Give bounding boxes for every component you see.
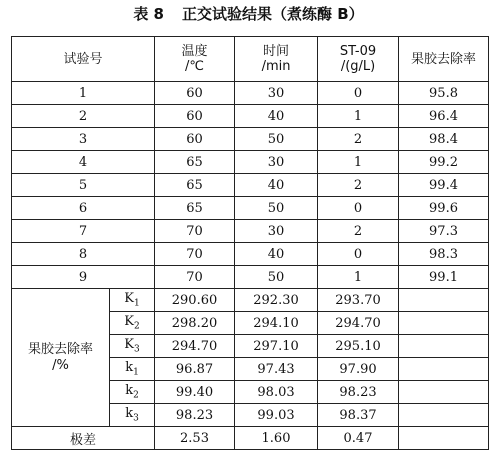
trial-removal-rate: 95.8: [399, 82, 489, 105]
analysis-st09: 293.70: [318, 289, 399, 312]
analysis-st09: 98.37: [318, 404, 399, 427]
trial-removal-rate: 99.2: [399, 151, 489, 174]
analysis-temperature: 99.40: [155, 381, 235, 404]
trial-time: 50: [235, 128, 318, 151]
header-removal-rate: 果胶去除率: [399, 37, 489, 82]
analysis-empty-cell: [399, 358, 489, 381]
trial-time: 30: [235, 151, 318, 174]
analysis-time: 292.30: [235, 289, 318, 312]
range-row: [12, 427, 489, 450]
analysis-symbol-letter: k: [125, 383, 134, 399]
analysis-symbol-index: 1: [134, 298, 140, 309]
trial-number: 4: [12, 151, 155, 174]
trial-row: [12, 243, 489, 266]
caption-title: 正交试验结果（煮练酶 B）: [182, 5, 364, 23]
header-st09: [318, 37, 399, 82]
header-time-unit: /min: [261, 59, 291, 74]
trial-temperature: 60: [155, 105, 235, 128]
analysis-temperature: 298.20: [155, 312, 235, 335]
trial-number: 8: [12, 243, 155, 266]
orthogonal-test-table: [11, 36, 489, 450]
trial-temperature: 65: [155, 174, 235, 197]
trial-number: 2: [12, 105, 155, 128]
analysis-row: [12, 289, 489, 312]
trial-removal-rate: 99.6: [399, 197, 489, 220]
trial-row: [12, 82, 489, 105]
trial-row: [12, 151, 489, 174]
range-label: 极差: [12, 427, 155, 450]
range-st09: 0.47: [318, 427, 399, 450]
analysis-symbol: [110, 289, 155, 312]
trial-st09: 0: [318, 197, 399, 220]
analysis-st09: 98.23: [318, 381, 399, 404]
analysis-time: 294.10: [235, 312, 318, 335]
trial-temperature: 60: [155, 82, 235, 105]
trial-st09: 0: [318, 82, 399, 105]
analysis-label-main: 果胶去除率: [27, 341, 93, 357]
trial-st09: 2: [318, 220, 399, 243]
table-caption: [0, 3, 497, 25]
analysis-time: 98.03: [235, 381, 318, 404]
analysis-symbol-letter: K: [124, 291, 134, 307]
trial-removal-rate: 96.4: [399, 105, 489, 128]
trial-number: 6: [12, 197, 155, 220]
header-row: [12, 37, 489, 82]
analysis-symbol-index: 3: [134, 344, 140, 355]
analysis-time: 97.43: [235, 358, 318, 381]
analysis-symbol-letter: k: [125, 360, 134, 376]
trial-temperature: 60: [155, 128, 235, 151]
header-st09-unit: /(g/L): [340, 59, 376, 74]
trial-time: 40: [235, 243, 318, 266]
trial-st09: 2: [318, 128, 399, 151]
analysis-symbol-index: 2: [134, 321, 140, 332]
trial-st09: 1: [318, 105, 399, 128]
trial-row: [12, 197, 489, 220]
trial-removal-rate: 97.3: [399, 220, 489, 243]
trial-row: [12, 128, 489, 151]
trial-number: 1: [12, 82, 155, 105]
trial-time: 30: [235, 220, 318, 243]
trial-time: 50: [235, 266, 318, 289]
trial-time: 50: [235, 197, 318, 220]
header-trial-no: 试验号: [12, 37, 155, 82]
trial-st09: 0: [318, 243, 399, 266]
analysis-symbol: [110, 335, 155, 358]
trial-row: [12, 174, 489, 197]
analysis-symbol-letter: K: [124, 337, 134, 353]
analysis-symbol: [110, 404, 155, 427]
trial-temperature: 65: [155, 151, 235, 174]
range-time: 1.60: [235, 427, 318, 450]
analysis-empty-cell: [399, 312, 489, 335]
analysis-symbol: [110, 358, 155, 381]
trial-temperature: 70: [155, 266, 235, 289]
trial-temperature: 70: [155, 220, 235, 243]
trial-row: [12, 220, 489, 243]
analysis-empty-cell: [399, 289, 489, 312]
trial-number: 7: [12, 220, 155, 243]
header-temperature: [155, 37, 235, 82]
trial-time: 40: [235, 105, 318, 128]
analysis-symbol: [110, 312, 155, 335]
analysis-symbol-letter: k: [125, 406, 134, 422]
header-time-label: 时间: [263, 44, 290, 59]
analysis-empty-cell: [399, 335, 489, 358]
trial-st09: 2: [318, 174, 399, 197]
analysis-temperature: 96.87: [155, 358, 235, 381]
analysis-temperature: 294.70: [155, 335, 235, 358]
header-time: [235, 37, 318, 82]
analysis-st09: 294.70: [318, 312, 399, 335]
trial-number: 9: [12, 266, 155, 289]
analysis-symbol-index: 3: [133, 413, 139, 424]
trial-temperature: 65: [155, 197, 235, 220]
header-temperature-unit: /℃: [185, 59, 204, 74]
header-st09-label: ST-09: [339, 44, 377, 59]
analysis-group-label: [12, 289, 110, 427]
analysis-symbol-letter: K: [124, 314, 134, 330]
trial-st09: 1: [318, 266, 399, 289]
trial-removal-rate: 99.4: [399, 174, 489, 197]
trial-removal-rate: 98.4: [399, 128, 489, 151]
analysis-time: 297.10: [235, 335, 318, 358]
range-empty-cell: [399, 427, 489, 450]
analysis-time: 99.03: [235, 404, 318, 427]
trial-time: 30: [235, 82, 318, 105]
trial-removal-rate: 98.3: [399, 243, 489, 266]
analysis-temperature: 290.60: [155, 289, 235, 312]
analysis-symbol: [110, 381, 155, 404]
trial-row: [12, 266, 489, 289]
header-temperature-label: 温度: [181, 44, 208, 59]
trial-removal-rate: 99.1: [399, 266, 489, 289]
analysis-temperature: 98.23: [155, 404, 235, 427]
analysis-symbol-index: 2: [133, 390, 139, 401]
analysis-empty-cell: [399, 404, 489, 427]
analysis-label-unit: /%: [52, 357, 69, 373]
range-temperature: 2.53: [155, 427, 235, 450]
caption-number: 表 8: [133, 5, 164, 23]
analysis-st09: 295.10: [318, 335, 399, 358]
analysis-symbol-index: 1: [133, 367, 139, 378]
analysis-empty-cell: [399, 381, 489, 404]
trial-number: 5: [12, 174, 155, 197]
trial-temperature: 70: [155, 243, 235, 266]
analysis-st09: 97.90: [318, 358, 399, 381]
trial-st09: 1: [318, 151, 399, 174]
trial-number: 3: [12, 128, 155, 151]
trial-time: 40: [235, 174, 318, 197]
trial-row: [12, 105, 489, 128]
